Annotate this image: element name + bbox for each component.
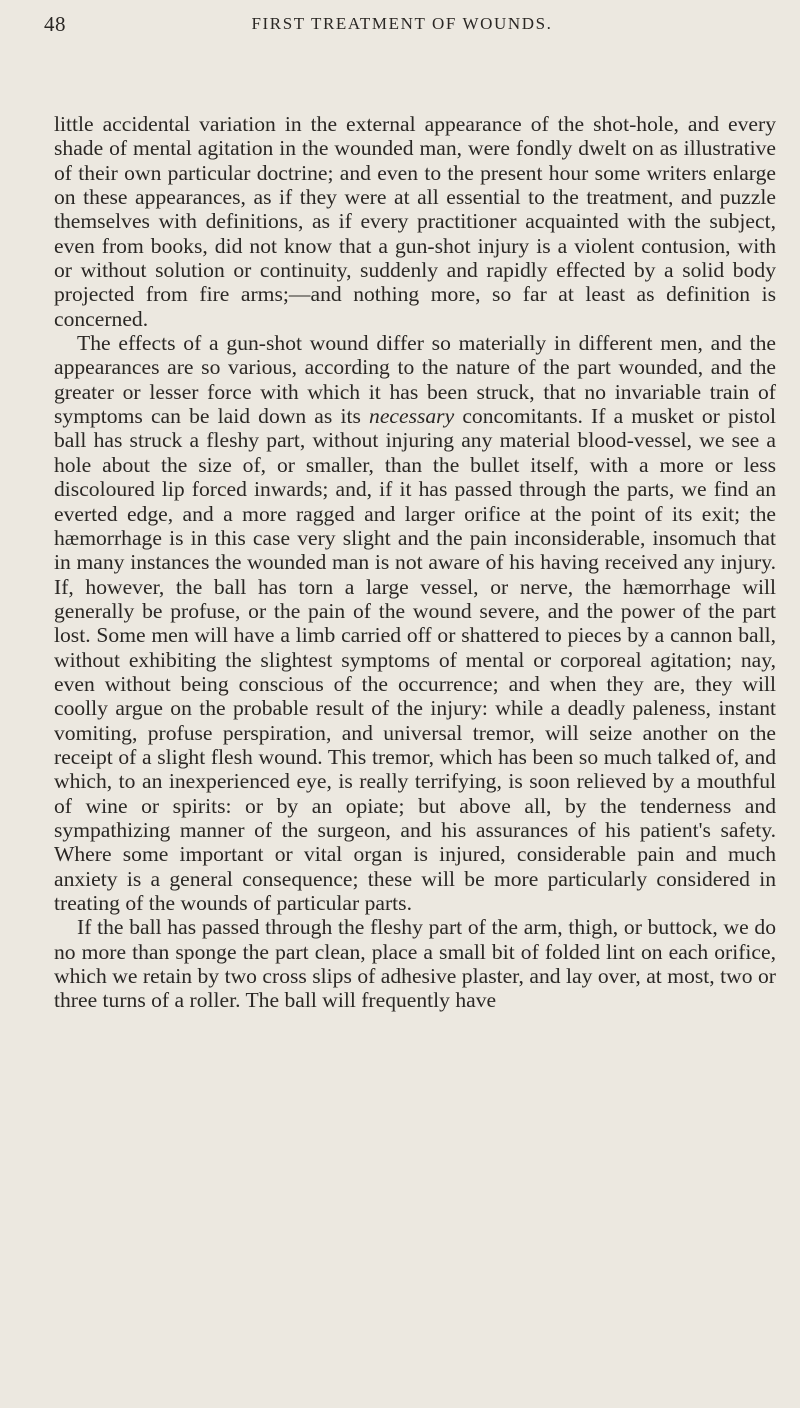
paragraph-definition: little accidental variation in the external appearance of the shot-hole, and every shade of mental agitation in the wounded man, were fondly dwelt on as illustrative of their own particular doctrine; and even to the present hour some writers enlarge on these appearances, as if they were at all essential to the treatment, and puzzle themselves with definitions, as if every practitioner acquainted with the subject, even from books, did not know that a gun-shot injury is a violent contusion, with or without solution or continuity, suddenly and rapidly effected by a solid body projected from fire arms;—and nothing more, so far at least as definition is concerned. xyxy=(54,112,776,331)
paragraph-effects-text-end: concomitants. If a musket or pistol ball has struck a fleshy part, without injuring any material blood-vessel, we see a hole about the size of, or smaller, than the bullet itself, with a more or less discoloured lip forced inwards; and, if it has passed through the parts, we find an everted edge, and a more ragged and larger orifice at the point of its exit; the hæmorrhage is in this case very slight and the pain inconsiderable, insomuch that in many instances the wounded man is not aware of his having received any injury. If, however, the ball has torn a large vessel, or nerve, the hæmorrhage will generally be profuse, or the pain of the wound severe, and the power of the part lost. Some men will have a limb carried off or shattered to pieces by a cannon ball, without exhibiting the slightest symptoms of mental or corporeal agitation; nay, even without being conscious of the occurrence; and when they are, they will coolly argue on the probable result of the injury: while a deadly paleness, instant vomiting, profuse perspiration, and universal tremor, will seize another on the receipt of a slight flesh wound. This tremor, which has been so much talked of, and which, to an inexperienced eye, is really terrifying, is soon relieved by a mouthful of wine or spirits: or by an opiate; but above all, by the tenderness and sympathizing manner of the surgeon, and his assurances of his patient's safety. Where some important or vital organ is injured, considerable pain and much anxiety is a general consequence; these will be more particularly considered in treating of the wounds of particular parts. xyxy=(54,404,776,915)
paragraph-effects-text-start: The effects of a gun-shot wound differ so materially in different men, and the appearances are so various, according to the nature of the part wounded, and the greater or lesser force with which it has been struck, that no invariable train of symptoms can be laid down as its xyxy=(54,331,776,429)
emphasized-word: necessary xyxy=(369,404,455,429)
paragraph-effects xyxy=(54,331,776,915)
page-number: 48 xyxy=(44,12,66,36)
body-text xyxy=(54,112,776,1013)
running-title: FIRST TREATMENT OF WOUNDS. xyxy=(251,14,553,33)
running-head xyxy=(44,12,760,42)
paragraph-treatment: If the ball has passed through the fleshy part of the arm, thigh, or buttock, we do no more than sponge the part clean, place a small bit of folded lint on each orifice, which we retain by two cross slips of adhesive plaster, and lay over, at most, two or three turns of a roller. The ball will frequently have xyxy=(54,915,776,1013)
